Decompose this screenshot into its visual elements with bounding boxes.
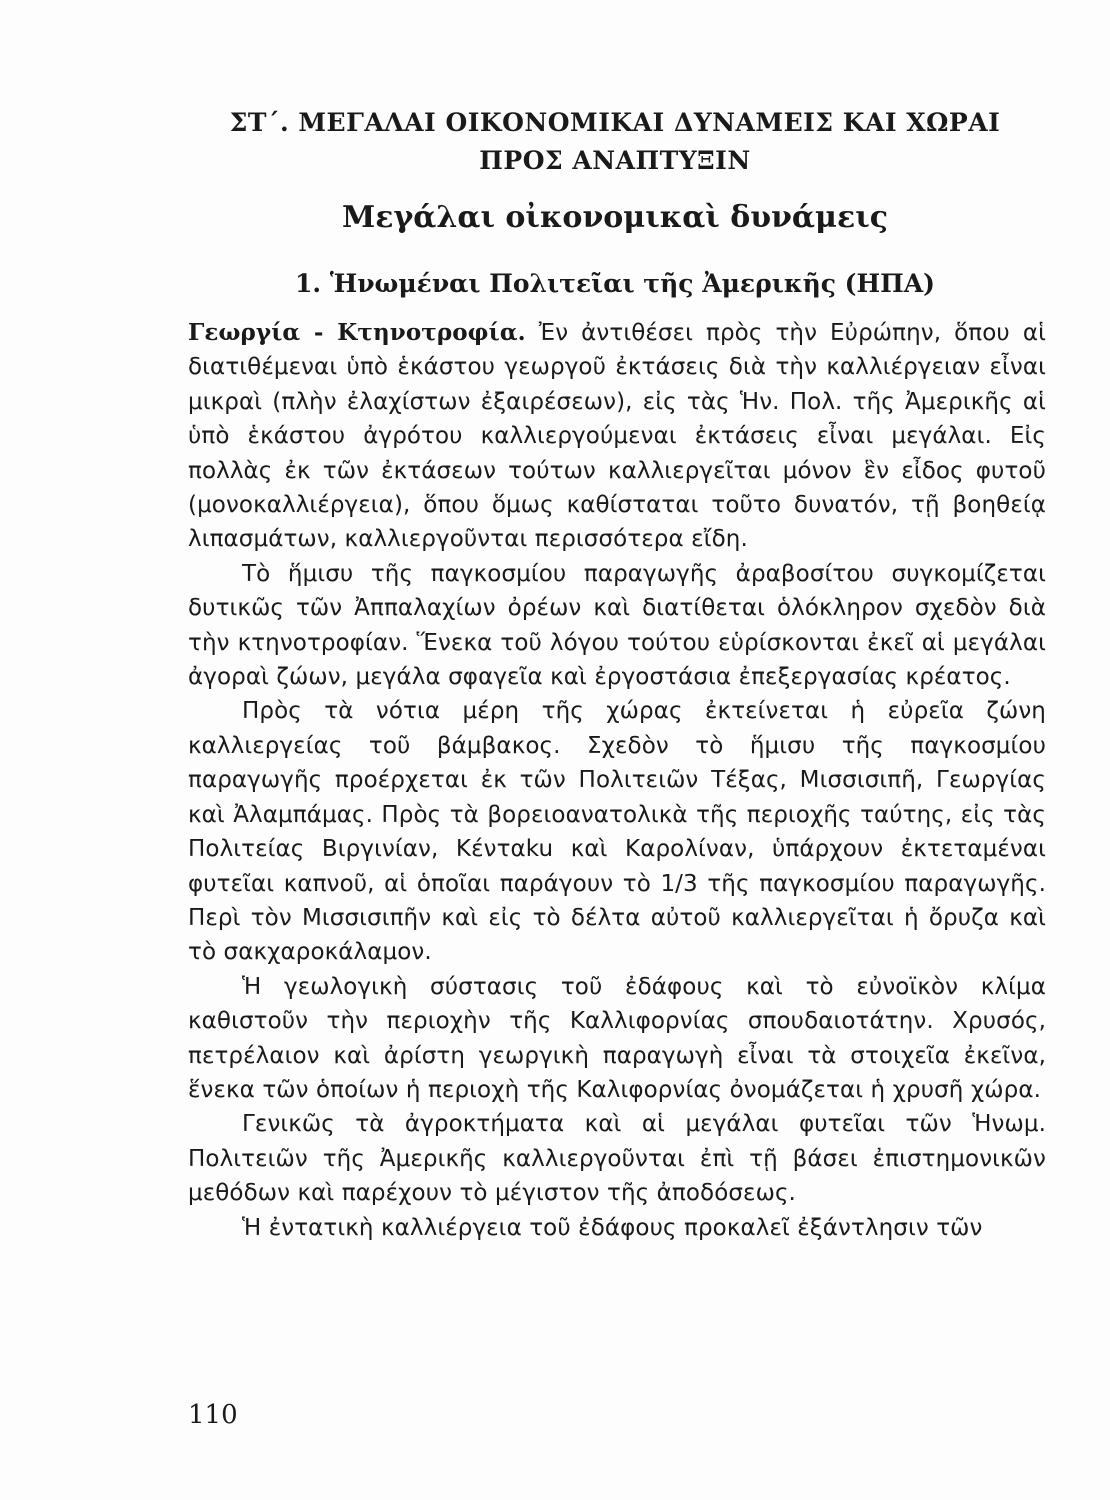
section-heading-line-1: ΣΤ΄. ΜΕΓΑΛΑΙ ΟΙΚΟΝΟΜΙΚΑΙ ΔΥΝΑΜΕΙΣ ΚΑΙ ΧΩΡΑΙ bbox=[229, 108, 1001, 137]
main-title: Μεγάλαι οἰκονομικαὶ δυνάμεις bbox=[342, 200, 888, 235]
run-in-heading: Γεωργία - Κτηνοτροφία. bbox=[188, 319, 526, 346]
paragraph-4: Ἡ γεωλογικὴ σύστασις τοῦ ἐδάφους καὶ τὸ εὐνοϊκὸν κλίμα καθιστοῦν τὴν περιοχὴν τῆς Καλλιφορνίας σπουδαιοτάτην. Χρυσός, πετρέλαιον καὶ ἀρίστη γεωργικὴ παραγωγὴ εἶναι τὰ στοιχεῖα ἐκεῖνα, ἕνεκα τῶν ὁποίων ἡ περιοχὴ τῆς Καλιφορνίας ὀνομάζεται ἡ χρυσῆ χώρα. bbox=[188, 973, 1046, 1103]
paragraph-3: Πρὸς τὰ νότια μέρη τῆς χώρας ἐκτείνεται ἡ εὐρεῖα ζώνη καλλιεργείας τοῦ βάμβακος. Σχεδὸν τὸ ἥμισυ τῆς παγκοσμίου παραγωγῆς προέρχεται ἐκ τῶν Πολιτειῶν Τέξας, Μισσισιπῆ, Γεωργίας καὶ Ἀλαμπάμας. Πρὸς τὰ βορειοανατολικὰ τῆς περιοχῆς ταύτης, εἰς τὰς Πολιτείας Βιργινίαν, Κένταku καὶ Καρολίναν, ὑπάρχουν ἐκτεταμέναι φυτεῖαι καπνοῦ, αἱ ὁποῖαι παράγουν τὸ 1/3 τῆς παγκοσμίου παραγωγῆς. Περὶ τὸν Μισσισιπῆν καὶ εἰς τὸ δέλτα αὐτοῦ καλλιεργεῖται ἡ ὄρυζα καὶ τὸ σακχαροκάλαμον. bbox=[188, 698, 1046, 966]
page-number: 110 bbox=[188, 1400, 238, 1430]
paragraph-1 bbox=[188, 316, 1046, 557]
paragraph-1-text: Ἐν ἀντιθέσει πρὸς τὴν Εὐρώπην, ὅπου αἱ διατιθέμεναι ὑπὸ ἑκάστου γεωργοῦ ἐκτάσεις διὰ τὴν καλλιέργειαν εἶναι μικραὶ (πλὴν ἐλαχίστων ἐξαιρέσεων), εἰς τὰς Ἡν. Πολ. τῆς Ἀμερικῆς αἱ ὑπὸ ἑκάστου ἀγρότου καλλιεργούμεναι ἐκτάσεις εἶναι μεγάλαι. Εἰς πολλὰς ἐκ τῶν ἐκτάσεων τούτων καλλιεργεῖται μόνον ἓν εἶδος φυτοῦ (μονοκαλλιέργεια), ὅπου ὅμως καθίσταται τοῦτο δυνατόν, τῇ βοηθείᾳ λιπασμάτων, καλλιεργοῦνται περισσότερα εἴδη. bbox=[188, 320, 1046, 553]
subsection-title: 1. Ἡνωμέναι Πολιτεῖαι τῆς Ἀμερικῆς (ΗΠΑ) bbox=[295, 269, 935, 298]
section-heading-line-2: ΠΡΟΣ ΑΝΑΠΤΥΞΙΝ bbox=[479, 146, 751, 175]
paragraph-5: Γενικῶς τὰ ἀγροκτήματα καὶ αἱ μεγάλαι φυτεῖαι τῶν Ἡνωμ. Πολιτειῶν τῆς Ἀμερικῆς καλλιεργοῦνται ἐπὶ τῇ βάσει ἐπιστημονικῶν μεθόδων καὶ παρέχουν τὸ μέγιστον τῆς ἀποδόσεως. bbox=[188, 1111, 1046, 1207]
body-text bbox=[188, 316, 1046, 1245]
paragraph-2: Τὸ ἥμισυ τῆς παγκοσμίου παραγωγῆς ἀραβοσίτου συγκομίζεται δυτικῶς τῶν Ἀππαλαχίων ὀρέων καὶ διατίθεται ὁλόκληρον σχεδὸν διὰ τὴν κτηνοτροφίαν. Ἕνεκα τοῦ λόγου τούτου εὑρίσκονται ἐκεῖ αἱ μεγάλαι ἀγοραὶ ζώων, μεγάλα σφαγεῖα καὶ ἐργοστάσια ἐπεξεργασίας κρέατος. bbox=[188, 560, 1046, 691]
paragraph-6: Ἡ ἐντατικὴ καλλιέργεια τοῦ ἐδάφους προκαλεῖ ἐξάντλησιν τῶν bbox=[242, 1214, 983, 1241]
section-heading bbox=[190, 104, 1040, 180]
